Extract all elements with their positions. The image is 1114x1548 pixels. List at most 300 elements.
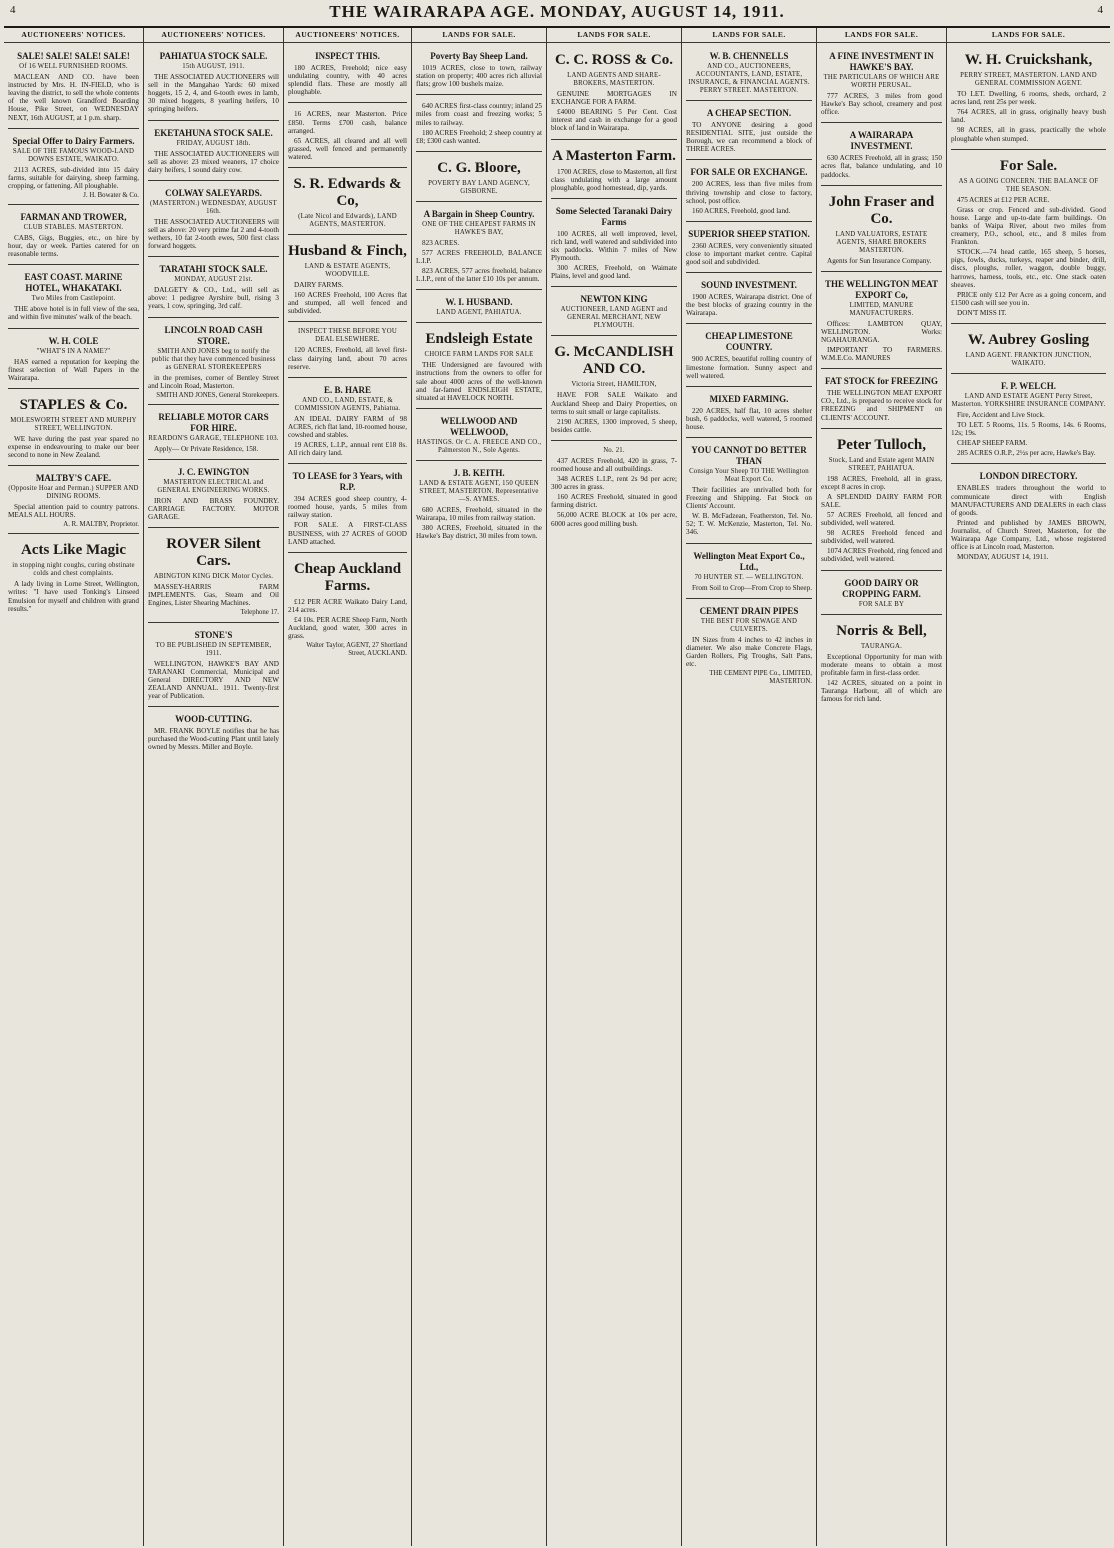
advertisement-paragraph: 1074 ACRES Freehold, ring fenced and subdivided, well watered. <box>821 547 942 564</box>
advertisement-subtitle: AUCTIONEER, LAND AGENT and GENERAL MERCHANT, NEW PLYMOUTH. <box>560 306 668 330</box>
advertisement-paragraph: Fire, Accident and Live Stock. <box>957 410 1045 419</box>
advertisement-title: LINCOLN ROAD CASH STORE. <box>164 324 263 346</box>
advertisement-paragraph: FOR SALE. A FIRST-CLASS BUSINESS, with 27 ACRES of GOOD LAND attached. <box>288 521 407 546</box>
advertisement-title: EKETAHUNA STOCK SALE. <box>154 127 273 138</box>
advertisement-body <box>686 355 812 379</box>
advertisement-title: A Masterton Farm. <box>552 147 676 164</box>
column-5 <box>547 28 682 1546</box>
advertisement-title: WOOD-CUTTING. <box>175 714 252 724</box>
advertisement <box>148 183 279 257</box>
advertisement <box>686 103 812 160</box>
advertisement <box>551 338 677 440</box>
advertisement-subtitle: MONDAY, AUGUST 21st. <box>174 276 253 284</box>
advertisement-subtitle: Two Miles from Castlepoint. <box>31 295 116 303</box>
advertisement-title: INSPECT THIS. <box>315 51 380 62</box>
advertisement-body <box>148 374 279 390</box>
advertisement-paragraph: 475 ACRES at £12 PER ACRE. <box>957 195 1050 204</box>
advertisement-title: SUPERIOR SHEEP STATION. <box>688 228 810 239</box>
advertisement-title: W. H. COLE <box>48 335 99 346</box>
advertisement <box>416 411 542 461</box>
advertisement-subtitle: Stock, Land and Estate agent MAIN STREET, PAHIATUA. <box>828 456 935 472</box>
advertisement-body <box>416 506 542 540</box>
advertisement <box>416 292 542 323</box>
advertisement-body <box>686 293 812 317</box>
advertisement-body <box>148 445 279 453</box>
advertisement-title: LONDON DIRECTORY. <box>979 471 1078 482</box>
advertisement-subtitle: LAND AGENT, PAHIATUA. <box>436 309 522 317</box>
column-header: LANDS FOR SALE. <box>412 29 546 43</box>
advertisement-subtitle: POVERTY BAY LAND AGENCY, GISBORNE. <box>428 179 530 195</box>
advertisement-body <box>8 73 139 122</box>
advertisement-subtitle: in stopping night coughs, curing obstinate colds and chest complaints. <box>12 562 135 578</box>
advertisement <box>148 625 279 707</box>
advertisement-paragraph: 56,000 ACRE BLOCK at 10s per acre, 6000 acres good milling bush. <box>551 511 677 528</box>
advertisement-body <box>148 286 279 310</box>
advertisement <box>821 573 942 615</box>
advertisement-title: S. R. Edwards & Co, <box>293 176 402 210</box>
advertisement-paragraph: 160 ACRES, Freehold, good land. <box>692 206 791 215</box>
advertisement-body <box>551 230 677 281</box>
advertisement-title: SOUND INVESTMENT. <box>701 280 797 291</box>
advertisement-subtitle: 70 HUNTER ST. — WELLINGTON. <box>694 573 804 581</box>
advertisement-title: STAPLES & Co. <box>19 396 128 413</box>
advertisement-paragraph: TO LET. 5 Rooms, 11s. 5 Rooms, 14s. 6 Rooms, 12s; 19s. <box>951 421 1106 438</box>
advertisement-paragraph: 777 ACRES, 3 miles from good Hawke's Bay school, creamery and post office. <box>821 92 942 117</box>
advertisement-title: ROVER Silent Cars. <box>166 536 261 570</box>
advertisement-title: For Sale. <box>999 157 1058 174</box>
column-header: LANDS FOR SALE. <box>947 29 1110 43</box>
advertisement-paragraph: 2360 ACRES, very conveniently situated close to important market centre. Capital good soil and subdivided. <box>686 241 812 267</box>
advertisement-body <box>288 598 407 640</box>
advertisement <box>686 326 812 386</box>
advertisement <box>951 326 1106 374</box>
advertisement-body <box>821 475 942 564</box>
advertisement-paragraph: W. B. McFadzean, Featherston, Tel. No. 52; T. W. McKenzie, Masterton, Tel. No. 346. <box>686 512 812 537</box>
advertisement-paragraph: DALGETY & CO., Ltd., will sell as above: 1 pedigree Ayrshire bull, rising 3 years, 1 cow, springing, 3rd calf. <box>148 286 279 311</box>
advertisement-paragraph: Their facilities are unrivalled both for Freezing and Shipping. Fat Stock on Clients' Account. <box>686 485 812 511</box>
advertisement-body <box>8 234 139 258</box>
advertisement <box>821 125 942 185</box>
advertisement-title: Peter Tulloch, <box>837 436 926 453</box>
advertisement-paragraph: 120 ACRES, Freehold, all level first-class dairying land, about 70 acres reserve. <box>288 346 407 371</box>
column-6 <box>682 28 817 1546</box>
advertisement-paragraph: IMPORTANT TO FARMERS. W.M.E.Co. MANURES <box>821 346 942 363</box>
advertisement-paragraph: 680 ACRES, Freehold, situated in the Wairarapa, 10 miles from railway station. <box>416 505 542 522</box>
advertisement-paragraph: 98 ACRES Freehold fenced and subdivided, well watered. <box>821 529 942 546</box>
advertisement-subtitle: SMITH AND JONES beg to notify the public that they have commenced business as GENERAL STOREKEEPERS <box>151 347 276 371</box>
advertisement <box>8 391 139 466</box>
advertisement-body <box>148 727 279 751</box>
advertisement-signature: Telephone 17. <box>240 609 279 617</box>
advertisement <box>288 324 407 377</box>
advertisement-paragraph: 380 ACRES, Freehold, situated in the Hawke's Bay district, 30 miles from town. <box>416 523 542 541</box>
advertisement-paragraph: Offices: LAMBTON QUAY, WELLINGTON. Works: NGAHAURANGA. <box>821 319 942 344</box>
advertisement-paragraph: 823 ACRES, 577 acres freehold, balance L.I.P., rent of the latter £10 10s per annum. <box>416 267 542 284</box>
advertisement-subtitle: THE PARTICULARS OF WHICH ARE WORTH PERUSAL. <box>823 74 940 90</box>
advertisement-paragraph: Grass or crop. Fenced and sub-divided. Good house. Large and up-to-date farm buildings. On banks of Waipa River, about two miles from creamery, P.O., school, etc., and 8 miles from Frankton. <box>951 205 1106 247</box>
advertisement-body <box>821 154 942 178</box>
advertisement-title: E. B. HARE <box>323 384 371 395</box>
advertisement <box>148 407 279 460</box>
advertisement-paragraph: THE WELLINGTON MEAT EXPORT CO., Ltd., is prepared to receive stock for FREEZING and SHIPMENT on CLIENTS' ACCOUNT. <box>821 389 942 422</box>
advertisement-title: YOU CANNOT DO BETTER THAN <box>691 444 807 466</box>
advertisement-paragraph: 198 ACRES, Freehold, all in grass, except 8 acres in crop. <box>821 474 942 491</box>
masthead <box>0 2 1114 24</box>
advertisement-body <box>8 305 139 321</box>
advertisement-paragraph: 630 ACRES Freehold, all in grass; 150 acres flat, balance undulating, and 10 paddocks. <box>821 154 942 179</box>
advertisement-body <box>551 457 677 528</box>
advertisement-paragraph: 142 ACRES, situated on a point in Tauranga Harbour, all of which are famous for rich land. <box>821 678 942 703</box>
advertisement-paragraph: WE have during the past year spared no expense in endeavouring to make our beer second to none in New Zealand. <box>8 434 139 459</box>
advertisement-paragraph: Apply— Or Private Residence, 158. <box>154 444 259 453</box>
advertisement-paragraph: 823 ACRES. <box>422 238 460 247</box>
advertisement-paragraph: 900 ACRES, beautiful rolling country of limestone formation. Sunny aspect and well watered. <box>686 355 812 380</box>
advertisement-paragraph: DON'T MISS IT. <box>957 308 1007 317</box>
advertisement-body <box>148 73 279 113</box>
column-header: AUCTIONEERS' NOTICES. <box>4 29 143 43</box>
advertisement <box>288 170 407 235</box>
advertisement <box>288 105 407 168</box>
advertisement <box>288 46 407 103</box>
advertisement-title: A CHEAP SECTION. <box>706 108 792 119</box>
advertisement-title: Poverty Bay Sheep Land. <box>430 51 528 62</box>
advertisement-title: TARATAHI STOCK SALE. <box>159 264 268 275</box>
advertisement <box>686 224 812 273</box>
advertisement-title: RELIABLE MOTOR CARS FOR HIRE. <box>158 411 269 433</box>
advertisement-subtitle: INSPECT THESE BEFORE YOU DEAL ELSEWHERE. <box>298 328 397 344</box>
advertisement <box>148 123 279 181</box>
advertisement-subtitle: LAND AGENT. FRANKTON JUNCTION, WAIKATO. <box>965 351 1092 367</box>
advertisement-body <box>821 257 942 265</box>
advertisement-title: A FINE INVESTMENT IN HAWKE'S BAY. <box>829 51 934 73</box>
advertisement-signature: A. R. MALTBY, Proprietor. <box>63 521 139 529</box>
advertisement-title: Husband & Finch, <box>288 243 407 260</box>
advertisement <box>686 440 812 544</box>
advertisement-body <box>416 102 542 144</box>
advertisement-subtitle: LAND VALUATORS, ESTATE AGENTS, SHARE BROKERS MASTERTON. <box>835 230 928 254</box>
advertisement <box>416 97 542 151</box>
advertisement-body <box>288 64 407 96</box>
advertisement-body <box>288 495 407 546</box>
advertisement-title: Acts Like Magic <box>21 542 126 559</box>
advertisement-subtitle: SALE OF THE FAMOUS WOOD-LAND DOWNS ESTATE, WAIKATO. <box>12 147 135 163</box>
advertisement-body <box>551 391 677 433</box>
advertisement-subtitle: No. 21. <box>603 446 625 454</box>
advertisement <box>551 289 677 336</box>
advertisement-signature: THE CEMENT PIPE Co., LIMITED, MASTERTON. <box>709 670 812 686</box>
advertisement <box>8 207 139 265</box>
advertisement-title: W. B. CHENNELLS <box>709 51 789 62</box>
advertisement-subtitle: AND CO., AUCTIONEERS, ACCOUNTANTS, LAND, ESTATE, INSURANCE, & FINANCIAL AGENTS. PERRY STREET. MASTERTON. <box>688 63 810 95</box>
advertisement-paragraph: 764 ACRES, all in grass, originally heavy bush land. <box>951 108 1106 125</box>
advertisement <box>8 267 139 328</box>
advertisement <box>8 131 139 205</box>
advertisement-subtitle: LAND AGENTS AND SHARE-BROKERS, MASTERTON. <box>567 72 661 88</box>
advertisement-body <box>416 239 542 283</box>
advertisement-paragraph: HAVE FOR SALE Waikato and Auckland Sheep and Dairy Properties, on terms to suit small or large capitalists. <box>551 391 677 416</box>
advertisement-body <box>148 583 279 607</box>
advertisement-signature: J. H. Bowater & Co. <box>83 191 139 199</box>
advertisement <box>416 463 542 546</box>
advertisement-body <box>551 168 677 192</box>
advertisement <box>951 152 1106 324</box>
advertisement-title: Norris & Bell, <box>836 622 927 639</box>
advertisement-subtitle: AND CO., LAND, ESTATE, & COMMISSION AGENTS, Pahiatua. <box>294 396 401 412</box>
advertisement <box>148 709 279 757</box>
advertisement <box>288 466 407 553</box>
advertisement-paragraph: MR. FRANK BOYLE notifies that he has purchased the Wood-cutting Plant until lately owned by Messrs. Miller and Boyle. <box>148 727 279 752</box>
advertisement-paragraph: THE Undersigned are favoured with instructions from the owners to offer for sale about 4000 acres of the well-known and far-famed ENDSLEIGH ESTATE, situated at HAVELOCK NORTH. <box>416 361 542 402</box>
advertisement-body <box>148 218 279 250</box>
column-header: LANDS FOR SALE. <box>547 29 681 43</box>
advertisement-body <box>951 411 1106 457</box>
advertisement-title: TO LEASE for 3 Years, with R.P. <box>292 471 403 493</box>
advertisement-paragraph: THE ASSOCIATED AUCTIONEERS will sell as above: 23 mixed weaners, 17 choice dairy heifers, 1 sound dairy cow. <box>148 149 279 174</box>
advertisement <box>416 46 542 95</box>
advertisement-paragraph: CHEAP SHEEP FARM. <box>957 439 1028 448</box>
advertisement-body <box>821 320 942 362</box>
advertisement-body <box>686 121 812 153</box>
column-header: AUCTIONEERS' NOTICES. <box>284 29 411 43</box>
advertisement-paragraph: 1019 ACRES, close to town, railway station on property; 400 acres rich alluvial flats; grow 100 bushels maize. <box>416 64 542 89</box>
advertisement-title: FARMAN AND TROWER, <box>20 212 127 223</box>
advertisement-subtitle: HASTINGS. Or C. A. FREECE AND CO., Palmerston N., Sole Agents. <box>416 438 542 454</box>
advertisement <box>416 154 542 202</box>
advertisement <box>8 331 139 389</box>
advertisement-paragraph: 437 ACRES Freehold, 420 in grass, 7-roomed house and all outbuildings. <box>551 456 677 473</box>
advertisement-body <box>951 90 1106 143</box>
advertisement-paragraph: Printed and published by JAMES BROWN, Journalist, of Church Street, Masterton, for the Wairarapa Age Company, Ltd., whose registered office is at Lincoln road, Masterton. <box>951 518 1106 552</box>
advertisement <box>288 555 407 663</box>
advertisement-subtitle: Victoria Street, HAMILTON, <box>571 381 657 389</box>
advertisement-subtitle: MASTERTON ELECTRICAL and GENERAL ENGINEERING WORKS. <box>157 478 270 494</box>
advertisement <box>821 274 942 369</box>
advertisement-paragraph: 160 ACRES Freehold, situated in good farming district. <box>551 493 677 510</box>
advertisement-paragraph: 220 ACRES, half flat, 10 acres shelter bush, 6 paddocks, well watered, 5 roomed house. <box>686 406 812 431</box>
advertisement-paragraph: Agents for Sun Insurance Company. <box>827 256 932 265</box>
advertisement-title: CHEAP LIMESTONE COUNTRY. <box>705 331 793 353</box>
advertisement-title: F. P. WELCH. <box>1001 380 1056 391</box>
advertisement <box>8 468 139 534</box>
advertisement <box>951 376 1106 464</box>
advertisement-body <box>288 346 407 370</box>
advertisement-paragraph: 180 ACRES Freehold; 2 sheep country at £8; £300 cash wanted. <box>416 128 542 145</box>
advertisement-paragraph: THE above hotel is in full view of the sea, and within five minutes' walk of the beach. <box>8 305 139 322</box>
advertisement-title: G. McCANDLISH AND CO. <box>554 344 674 378</box>
advertisement-paragraph: THE ASSOCIATED AUCTIONEERS will sell as above: 20 very prime fat 2 and 4-tooth wethers, 10 fat 2-tooth ewes, 500 first class forward hoggets. <box>148 217 279 251</box>
advertisement-subtitle: LAND AND ESTATE AGENT Perry Street, Masterton. YORKSHIRE INSURANCE COMPANY. <box>951 392 1106 408</box>
advertisement-paragraph: in the premises, corner of Bentley Street and Lincoln Road, Masterton. <box>148 373 279 390</box>
advertisement-body <box>686 486 812 537</box>
advertisement-paragraph: 1700 ACRES, close to Masterton, all first class undulating with a large amount ploughable, good homestead, dip, yards. <box>551 167 677 192</box>
advertisement-paragraph: Exceptional Opportunity for man with moderate means to obtain a most profitable farm in first-class order. <box>821 652 942 677</box>
column-header: LANDS FOR SALE. <box>682 29 816 43</box>
advertisement <box>821 617 942 710</box>
advertisement-title: C. C. ROSS & Co. <box>555 52 673 69</box>
advertisement-title: FOR SALE OR EXCHANGE. <box>690 167 808 178</box>
advertisement <box>8 536 139 618</box>
advertisement <box>148 462 279 528</box>
column-header: AUCTIONEERS' NOTICES. <box>144 29 283 43</box>
advertisement-paragraph: ENABLES traders throughout the world to communicate direct with English MANUFACTURERS AND DEALERS in each class of goods. <box>951 484 1106 517</box>
advertisement <box>551 201 677 288</box>
advertisement <box>288 237 407 322</box>
advertisement-subtitle: MOLESWORTH STREET AND MURPHY STREET, WELLINGTON. <box>10 416 137 432</box>
advertisement <box>148 530 279 622</box>
advertisement-title: Endsleigh Estate <box>425 331 533 348</box>
advertisement-body <box>686 407 812 431</box>
advertisement-title: Some Selected Taranaki Dairy Farms <box>555 205 673 227</box>
advertisement <box>416 204 542 290</box>
advertisement-paragraph: A SPLENDID DAIRY FARM FOR SALE. <box>821 492 942 509</box>
advertisement-paragraph: 57 ACRES Freehold, all fenced and subdivided, well watered. <box>821 510 942 528</box>
advertisement-paragraph: 16 ACRES, near Masterton. Price £850. Terms £700 cash, balance arranged. <box>288 110 407 135</box>
advertisement <box>148 320 279 405</box>
advertisement-paragraph: A lady living in Lorne Street, Wellington, writes: "I have used Tonking's Linseed Emulsion for myself and children with grand results." <box>8 580 139 613</box>
advertisement-paragraph: Special attention paid to country patrons. MEALS ALL HOURS. <box>8 503 139 520</box>
advertisement <box>551 142 677 199</box>
advertisement-title: PAHIATUA STOCK SALE. <box>159 51 268 62</box>
advertisement <box>8 46 139 129</box>
page-folio-right: 4 <box>1097 4 1104 16</box>
advertisement-paragraph: 577 ACRES FREEHOLD, BALANCE L.I.P. <box>416 248 542 266</box>
advertisement-paragraph: 285 ACRES O.R.P., 2½s per acre, Hawke's Bay. <box>957 449 1096 458</box>
advertisement-subtitle: FRIDAY, AUGUST 18th. <box>176 139 251 147</box>
advertisement-signature: Walter Taylor, AGENT, 27 Shortland Street, AUCKLAND. <box>306 642 407 658</box>
advertisement-paragraph: 65 ACRES, all cleared and all well grassed, well fenced and permanently watered. <box>288 136 407 161</box>
advertisement-title: MALTBY'S CAFE. <box>35 473 112 484</box>
advertisement-paragraph: 1900 ACRES, Wairarapa district. One of the best blocks of grazing country in the Wairarapa. <box>686 293 812 318</box>
advertisement-title: MIXED FARMING. <box>709 393 789 404</box>
advertisement-paragraph: £4 10s. PER ACRE Sheep Farm, North Auckland, good water, 300 acres in grass. <box>288 615 408 641</box>
advertisement-subtitle: Consign Your Sheep TO THE Wellington Meat Export Co. <box>689 467 809 483</box>
advertisement-subtitle: REARDON'S GARAGE, TELEPHONE 103. <box>148 434 279 442</box>
advertisement-paragraph: 2190 ACRES, 1300 improved, 5 sheep, besides cattle. <box>551 417 677 434</box>
advertisement-title: FAT STOCK for FREEZING <box>825 376 938 387</box>
advertisement-body <box>416 64 542 88</box>
advertisement-title: A Bargain in Sheep Country. <box>423 208 535 219</box>
advertisement <box>686 46 812 101</box>
advertisement-paragraph: 300 ACRES, Freehold, on Waimate Plains, level and good land. <box>551 264 677 281</box>
advertisement-paragraph: £12 PER ACRE Waikato Dairy Land, 214 acres. <box>288 597 407 614</box>
advertisement-subtitle: TAURANGA. <box>860 642 903 650</box>
advertisement-paragraph: IN Sizes from 4 inches to 42 inches in diameter. We also make Concrete Flags, Garden Rollers, Pig Troughs, Salt Pans, etc. <box>686 635 812 668</box>
advertisement-title: COLWAY SALEYARDS. <box>165 187 262 198</box>
advertisement-title: CEMENT DRAIN PIPES <box>699 605 799 616</box>
advertisement-paragraph: IRON AND BRASS FOUNDRY. CARRIAGE FACTORY. MOTOR GARAGE. <box>148 496 279 522</box>
advertisement <box>686 389 812 438</box>
advertisement <box>551 443 677 534</box>
advertisement-title: GOOD DAIRY OR CROPPING FARM. <box>842 577 921 599</box>
advertisement-paragraph: 100 ACRES, all well improved, level, rich land, well watered and subdivided into six paddocks. Within 7 miles of New Plymouth. <box>551 229 677 263</box>
advertisement-subtitle: CLUB STABLES. MASTERTON. <box>23 224 124 232</box>
advertisement-title: THE WELLINGTON MEAT EXPORT Co, <box>824 278 939 300</box>
advertisement-body <box>8 166 139 190</box>
advertisement-subtitle: LIMITED, MANURE MANUFACTURERS. <box>849 301 914 317</box>
advertisement-title: SALE! SALE! SALE! SALE! <box>17 51 130 62</box>
advertisement-paragraph: 640 ACRES first-class country; inland 25 miles from coast and freezing works; 5 miles to railway. <box>416 102 542 127</box>
page-folio-left: 4 <box>10 4 17 16</box>
advertisement-title: A WAIRARAPA INVESTMENT. <box>849 130 914 152</box>
advertisement-body <box>416 361 542 401</box>
advertisement-paragraph: 98 ACRES, all in grass, practically the whole ploughable when stumped. <box>951 126 1106 143</box>
advertisement-paragraph: AN IDEAL DAIRY FARM of 98 ACRES, rich flat land, 10-roomed house, cowshed and stables. <box>288 414 407 439</box>
advertisement <box>821 46 942 123</box>
advertisement-paragraph: PRICE only £12 Per Acre as a going concern, and £1500 cash will see you in. <box>951 290 1106 307</box>
advertisement-subtitle: FOR SALE BY <box>858 600 905 608</box>
advertisement-subtitle: ABINGTON KING DICK Motor Cycles. <box>153 573 274 581</box>
advertisement-body <box>8 580 139 612</box>
advertisement-body <box>8 503 139 519</box>
column-4 <box>412 28 547 1546</box>
advertisement-paragraph: 180 ACRES, Freehold; nice easy undulating country, with 40 acres splendid flats. These are mostly all ploughable. <box>288 64 407 97</box>
advertisement-paragraph: GENUINE MORTGAGES IN EXCHANGE FOR A FARM. <box>551 90 677 107</box>
advertisement-body <box>951 484 1106 561</box>
column-8 <box>947 28 1110 1546</box>
advertisement-title: C. G. Bloore, <box>437 159 521 176</box>
advertisement-body <box>686 636 812 668</box>
masthead-title: THE WAIRARAPA AGE. MONDAY, AUGUST 14, 1911. <box>329 2 785 21</box>
advertisement-signature: SMITH AND JONES, General Storekeepers. <box>156 391 279 399</box>
advertisement-title: W. Aubrey Gosling <box>967 331 1090 348</box>
advertisement-subtitle: Of 16 WELL FURNISHED ROOMS. <box>19 63 128 71</box>
advertisement-subtitle: "WHAT'S IN A NAME?" <box>36 347 111 355</box>
advertisement-body <box>148 150 279 174</box>
advertisement-paragraph: 200 ACRES, less than five miles from thriving township and close to factory, school, post office. <box>686 180 812 205</box>
advertisement-subtitle: (MASTERTON.) WEDNESDAY, AUGUST 16th. <box>150 199 277 215</box>
advertisement-subtitle: LAND & ESTATE AGENT, 150 QUEEN STREET, MASTERTON. Representative—S. AYMES. <box>419 479 539 503</box>
advertisement <box>686 601 812 691</box>
column-2 <box>144 28 284 1546</box>
advertisement-title: J. C. EWINGTON <box>177 466 250 477</box>
advertisement-paragraph: MASSEY-HARRIS FARM IMPLEMENTS. Gas, Steam and Oil Engines, Lister Shearing Machines. <box>148 583 279 608</box>
column-header: LANDS FOR SALE. <box>817 29 946 43</box>
advertisement-title: W. H. Cruickshank, <box>964 52 1093 69</box>
advertisement-subtitle: THE BEST FOR SEWAGE AND CULVERTS. <box>700 617 798 633</box>
advertisement-paragraph: 2113 ACRES, sub-divided into 15 dairy farms, suitable for dairying, sheep farming, cropping, or fattening. All ploughable. <box>8 165 139 190</box>
advertisement-title: WELLWOOD AND WELLWOOD, <box>440 415 518 437</box>
advertisement-title: Cheap Auckland Farms. <box>293 560 402 594</box>
advertisement-paragraph: 160 ACRES Freehold, 100 Acres flat and stumped, all well fenced and subdivided. <box>288 291 407 316</box>
advertisement-subtitle: AS A GOING CONCERN. THE BALANCE OF THE SEASON. <box>958 177 1099 193</box>
advertisement-paragraph: From Soil to Crop—From Crop to Sheep. <box>692 583 812 592</box>
advertisement-body <box>8 358 139 382</box>
advertisement <box>686 275 812 324</box>
advertisement-paragraph: 394 ACRES good sheep country, 4-roomed house, yards, 5 miles from railway station. <box>288 495 407 520</box>
advertisement-body <box>288 415 407 457</box>
advertisement-title: STONE'S <box>194 629 233 640</box>
advertisement-paragraph: HAS earned a reputation for keeping the finest selection of Wall Papers in the Wairarapa. <box>8 357 139 382</box>
advertisement-body <box>8 435 139 459</box>
advertisement-title: John Fraser and Co. <box>828 193 935 227</box>
advertisement-body <box>821 389 942 421</box>
advertisement-body <box>288 110 407 161</box>
advertisement-subtitle: (Opposite Hoar and Perman.) SUPPER AND DINING ROOMS. <box>8 485 139 501</box>
advertisement-title: J. B. KEITH. <box>453 467 505 478</box>
advertisement-paragraph: MONDAY, AUGUST 14, 1911. <box>957 553 1049 562</box>
advertisement-body <box>551 90 677 132</box>
column-1 <box>4 28 144 1546</box>
advertisement-subtitle: ONE OF THE CHEAPEST FARMS IN HAWKE'S BAY, <box>422 220 536 236</box>
advertisement-paragraph: TO ANYONE desiring a good RESIDENTIAL SITE, just outside the Borough, we can recommend a block of THREE ACRES. <box>686 121 812 154</box>
advertisement <box>686 546 812 599</box>
advertisement <box>821 371 942 428</box>
advertisement-body <box>821 653 942 704</box>
advertisement <box>416 325 542 408</box>
advertisement-title: Special Offer to Dairy Farmers. <box>12 135 135 146</box>
advertisement-subtitle: (Late Nicol and Edwards), LAND AGENTS, MASTERTON. <box>298 213 397 229</box>
advertisement <box>551 46 677 139</box>
